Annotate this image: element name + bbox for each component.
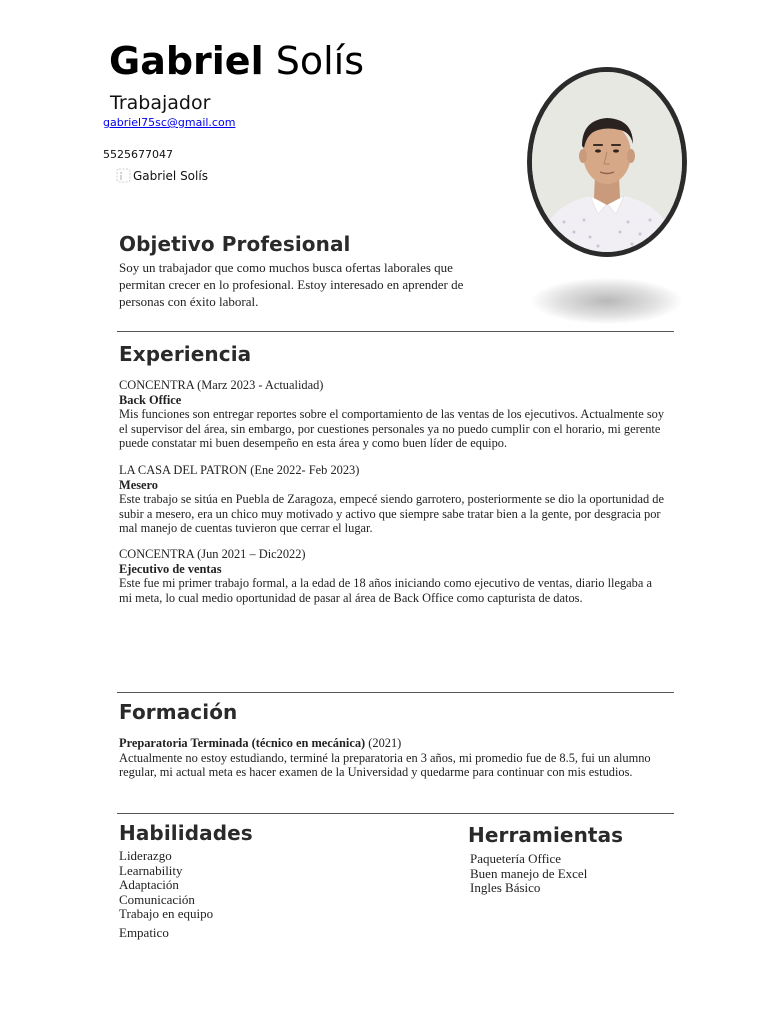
job-entry bbox=[119, 547, 665, 605]
education-heading: Formación bbox=[119, 700, 238, 724]
job-company: CONCENTRA (Marz 2023 - Actualidad) bbox=[119, 378, 324, 392]
job-position: Ejecutivo de ventas bbox=[119, 561, 222, 576]
skill-item: Liderazgo bbox=[119, 848, 172, 863]
experience-heading: Experiencia bbox=[119, 342, 252, 366]
education-year: (2021) bbox=[368, 736, 402, 750]
objective-heading: Objetivo Profesional bbox=[119, 232, 351, 256]
profile-photo bbox=[527, 67, 687, 257]
job-company: CONCENTRA (Jun 2021 – Dic2022) bbox=[119, 547, 306, 561]
skill-item: Comunicación bbox=[119, 891, 195, 907]
objective-text: Soy un trabajador que como muchos busca ofertas laborales que permitan crecer en lo profesional. Estoy interesado en aprender de personas con éxito laboral. bbox=[119, 260, 464, 309]
education-description: Actualmente no estoy estudiando, terminé la preparatoria en 3 años, mi promedio fue de 8.5, fui un alumno regular, mi actual meta es hacer examen de la Universidad y quedarme para continuar con mis estudios. bbox=[119, 750, 651, 779]
photo-shadow bbox=[532, 278, 682, 324]
skills-list bbox=[119, 849, 213, 941]
job-description: Este trabajo se sitúa en Puebla de Zaragoza, empecé siendo garrotero, posteriormente se dio la oportunidad de subir a mesero, era un chico muy motivado y activo que siempre sabe tratar bien a la gente, por desgracia por mal manejo de cuentas tuvieron que cerrar el lugar. bbox=[119, 492, 664, 535]
profile-link[interactable] bbox=[116, 168, 208, 183]
email-link[interactable]: gabriel75sc@gmail.com bbox=[103, 116, 236, 129]
job-description: Mis funciones son entregar reportes sobre el comportamiento de las ventas de los ejecutivos. Actualmente soy el supervisor del área, sin embargo, por cuestiones personales ya no puedo cumplir con el horario, mi gerente puede constatar mi buen desempeño en esta área y como buen líder de equipo. bbox=[119, 407, 665, 450]
job-position: Back Office bbox=[119, 392, 182, 407]
tool-item: Buen manejo de Excel bbox=[470, 865, 588, 881]
job-position: Mesero bbox=[119, 477, 158, 492]
section-divider bbox=[117, 692, 674, 693]
role-title: Trabajador bbox=[110, 92, 211, 114]
tools-heading: Herramientas bbox=[468, 823, 624, 847]
job-description: Este fue mi primer trabajo formal, a la edad de 18 años iniciando como ejecutivo de ventas, diario llegaba a mi meta, lo cual medio oportunidad de pasar al área de Back Office como capturista de datos. bbox=[119, 576, 652, 605]
first-name: Gabriel bbox=[109, 39, 264, 83]
job-entry bbox=[119, 463, 665, 536]
education-entry bbox=[119, 736, 665, 780]
skill-item: Empatico bbox=[119, 924, 169, 940]
section-divider bbox=[117, 331, 674, 332]
section-divider bbox=[117, 813, 674, 814]
tool-item: Paquetería Office bbox=[470, 851, 562, 866]
candidate-name bbox=[109, 39, 364, 83]
skill-item: Learnability bbox=[119, 862, 183, 878]
profile-link-label: Gabriel Solís bbox=[133, 168, 208, 183]
tool-item: Ingles Básico bbox=[470, 880, 541, 896]
skill-item: Adaptación bbox=[119, 877, 179, 893]
tools-list bbox=[470, 852, 587, 896]
skill-item: Trabajo en equipo bbox=[119, 906, 214, 922]
linkedin-icon bbox=[116, 168, 131, 183]
education-degree: Preparatoria Terminada (técnico en mecánica) bbox=[119, 736, 366, 750]
job-entry bbox=[119, 378, 665, 451]
job-company: LA CASA DEL PATRON (Ene 2022- Feb 2023) bbox=[119, 463, 360, 477]
phone-number: 5525677047 bbox=[103, 148, 173, 161]
skills-heading: Habilidades bbox=[119, 821, 253, 845]
last-name: Solís bbox=[275, 39, 364, 83]
education-degree-line bbox=[119, 736, 665, 751]
